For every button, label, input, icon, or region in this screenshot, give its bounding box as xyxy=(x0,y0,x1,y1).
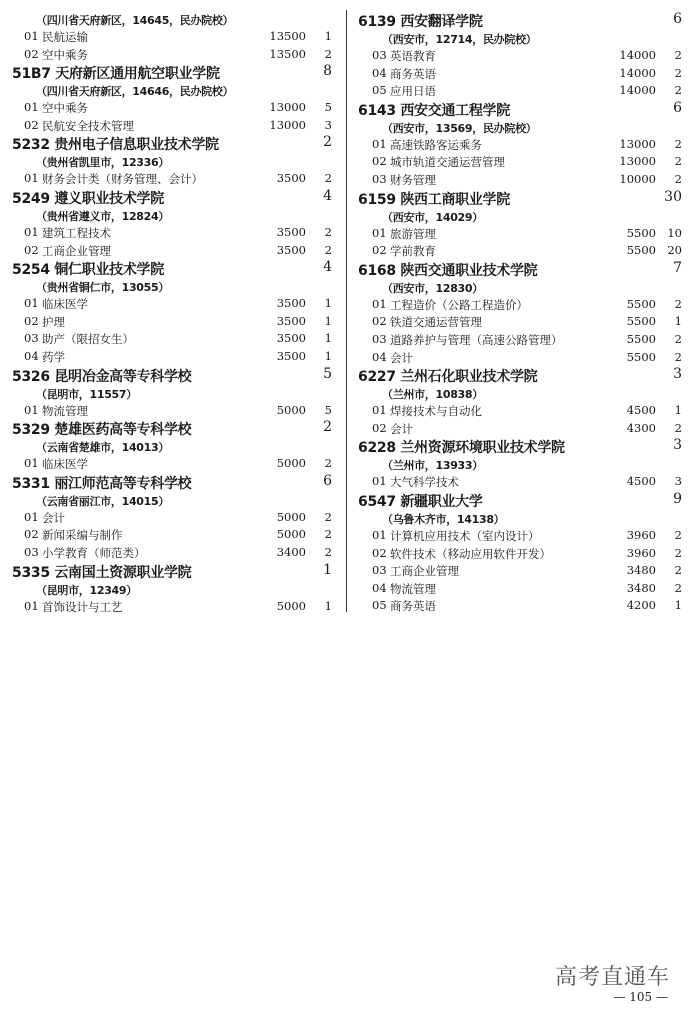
major-code: 05 xyxy=(372,598,387,613)
major-count: 2 xyxy=(324,509,332,524)
major-count: 2 xyxy=(324,456,332,471)
major-code: 02 xyxy=(372,314,387,329)
major-name: 临床医学 xyxy=(42,457,88,472)
institution-total: 7 xyxy=(673,259,682,276)
institution-header xyxy=(10,259,336,278)
major-code: 01 xyxy=(372,474,387,489)
major-fee: 5000 xyxy=(276,456,306,471)
major-count: 5 xyxy=(324,100,332,115)
major-fee: 3480 xyxy=(626,580,656,595)
major-fee: 5000 xyxy=(276,509,306,524)
major-code: 03 xyxy=(24,331,39,346)
location-text: （西安市，12714，民办院校） xyxy=(382,33,537,46)
major-name: 空中乘务 xyxy=(42,47,88,62)
major-name: 临床医学 xyxy=(42,297,88,312)
major-name: 会计 xyxy=(42,510,65,525)
major-name: 铁道交通运营管理 xyxy=(390,315,482,330)
major-code: 02 xyxy=(372,154,387,169)
institution-total: 6 xyxy=(673,11,682,27)
major-count: 2 xyxy=(324,171,332,186)
major-count: 2 xyxy=(324,527,332,542)
major-code: 01 xyxy=(24,509,39,524)
major-fee: 3500 xyxy=(276,296,306,311)
major-fee: 3500 xyxy=(276,331,306,346)
major-row xyxy=(356,420,686,438)
major-count: 2 xyxy=(674,545,682,560)
major-row xyxy=(356,562,686,580)
institution-location xyxy=(10,438,336,455)
major-row xyxy=(10,455,336,473)
major-row xyxy=(356,527,686,545)
major-fee: 10000 xyxy=(619,171,656,186)
major-fee: 5500 xyxy=(626,314,656,329)
major-fee: 4500 xyxy=(626,474,656,489)
major-fee: 5500 xyxy=(626,243,656,258)
major-count: 2 xyxy=(674,331,682,346)
institution-name: 6228 兰州资源环境职业技术学院 xyxy=(358,440,565,457)
major-code: 02 xyxy=(24,242,39,257)
major-fee: 4200 xyxy=(626,598,656,613)
major-name: 民航运输 xyxy=(42,30,88,44)
major-row xyxy=(356,402,686,420)
major-count: 1 xyxy=(674,403,682,418)
major-code: 01 xyxy=(24,456,39,471)
major-row xyxy=(10,242,336,260)
institution-total: 3 xyxy=(673,366,682,383)
major-fee: 13000 xyxy=(269,117,306,132)
major-fee: 5500 xyxy=(626,225,656,240)
location-text: （贵州省铜仁市，13055） xyxy=(36,281,170,295)
major-count: 2 xyxy=(674,296,682,311)
major-name: 小学教育（师范类） xyxy=(42,545,146,560)
major-row xyxy=(10,46,336,64)
major-count: 2 xyxy=(674,154,682,169)
major-name: 道路养护与管理（高速公路管理） xyxy=(390,332,563,347)
major-row xyxy=(10,170,336,188)
major-code: 01 xyxy=(372,225,387,240)
major-name: 物流管理 xyxy=(390,581,436,596)
major-fee: 14000 xyxy=(619,83,656,98)
institution-location xyxy=(356,208,686,225)
major-code: 01 xyxy=(24,598,39,613)
institution-total: 6 xyxy=(323,472,332,489)
institution-name: 5329 楚雄医药高等专科学校 xyxy=(12,422,192,439)
major-row xyxy=(10,544,336,562)
major-row xyxy=(10,224,336,242)
institution-name: 6168 陕西交通职业技术学院 xyxy=(358,262,538,279)
major-count: 3 xyxy=(674,474,682,489)
major-code: 01 xyxy=(372,527,387,542)
major-name: 软件技术（移动应用软件开发） xyxy=(390,546,551,561)
major-count: 1 xyxy=(324,296,332,311)
major-code: 02 xyxy=(24,527,39,542)
institution-header xyxy=(356,100,686,119)
institution-total: 6 xyxy=(673,99,682,116)
major-name: 商务英语 xyxy=(390,66,436,81)
major-fee: 5500 xyxy=(626,349,656,364)
page-number: — 105 — xyxy=(613,990,668,1004)
institution-location xyxy=(356,119,686,136)
major-name: 空中乘务 xyxy=(42,101,88,116)
major-fee: 13500 xyxy=(269,29,306,43)
major-code: 01 xyxy=(24,402,39,417)
institution-total: 2 xyxy=(323,134,332,151)
watermark: 高考直通车 xyxy=(554,965,670,990)
major-row xyxy=(356,597,686,615)
major-count: 2 xyxy=(324,224,332,239)
institution-header xyxy=(356,11,686,30)
major-name: 工商企业管理 xyxy=(390,564,459,579)
institution-header xyxy=(356,491,686,510)
major-fee: 3500 xyxy=(276,348,306,363)
major-fee: 5000 xyxy=(276,598,306,613)
major-row xyxy=(10,526,336,544)
major-row xyxy=(356,171,686,189)
major-code: 01 xyxy=(24,224,39,239)
major-row xyxy=(10,348,336,366)
major-count: 1 xyxy=(674,314,682,329)
major-count: 20 xyxy=(667,243,682,258)
institution-name: 5249 遵义职业技术学院 xyxy=(12,190,164,207)
major-name: 旅游管理 xyxy=(390,226,436,241)
major-code: 03 xyxy=(372,171,387,186)
major-fee: 3500 xyxy=(276,242,306,257)
major-count: 2 xyxy=(674,580,682,595)
institution-location xyxy=(10,385,336,402)
institution-header xyxy=(10,473,336,492)
institution-header xyxy=(10,188,336,207)
major-fee: 13000 xyxy=(269,100,306,115)
major-fee: 5000 xyxy=(276,527,306,542)
major-fee: 3480 xyxy=(626,563,656,578)
major-name: 会计 xyxy=(390,350,413,365)
institution-location xyxy=(10,492,336,509)
institution-total: 30 xyxy=(664,188,682,205)
institution-location xyxy=(356,279,686,296)
major-code: 02 xyxy=(24,117,39,132)
institution-total: 4 xyxy=(323,187,332,204)
institution-header xyxy=(356,189,686,208)
major-code: 01 xyxy=(24,296,39,311)
major-fee: 3400 xyxy=(276,544,306,559)
major-row xyxy=(356,225,686,243)
major-name: 药学 xyxy=(42,349,65,364)
major-row xyxy=(10,99,336,117)
institution-name: 6139 西安翻译学院 xyxy=(358,14,483,30)
major-code: 04 xyxy=(372,580,387,595)
major-name: 计算机应用技术（室内设计） xyxy=(390,528,540,543)
institution-name: 5331 丽江师范高等专科学校 xyxy=(12,475,192,492)
institution-name: 5326 昆明冶金高等专科学校 xyxy=(12,368,192,385)
institution-name: 51B7 天府新区通用航空职业学院 xyxy=(12,66,220,83)
major-name: 工程造价（公路工程造价） xyxy=(390,297,528,312)
major-code: 03 xyxy=(24,544,39,559)
major-count: 2 xyxy=(674,420,682,435)
major-row xyxy=(356,331,686,349)
major-row xyxy=(10,117,336,135)
major-code: 04 xyxy=(372,65,387,80)
location-text: （乌鲁木齐市，14138） xyxy=(382,512,505,526)
major-count: 1 xyxy=(324,348,332,363)
institution-name: 5232 贵州电子信息职业技术学院 xyxy=(12,137,219,154)
major-code: 02 xyxy=(24,313,39,328)
major-row xyxy=(356,242,686,260)
major-name: 会计 xyxy=(390,421,413,436)
institution-total: 9 xyxy=(673,490,682,507)
major-code: 02 xyxy=(372,545,387,560)
major-count: 2 xyxy=(674,527,682,542)
major-name: 护理 xyxy=(42,314,65,329)
major-count: 10 xyxy=(667,225,682,240)
institution-name: 6143 西安交通工程学院 xyxy=(358,102,510,119)
major-count: 2 xyxy=(674,563,682,578)
major-row xyxy=(10,313,336,331)
location-text: （四川省天府新区，14645，民办院校） xyxy=(36,14,234,27)
location-text: （昆明市，11557） xyxy=(36,387,137,401)
major-code: 01 xyxy=(372,136,387,151)
major-code: 02 xyxy=(372,420,387,435)
location-text: （兰州市，13933） xyxy=(382,459,483,473)
institution-header xyxy=(356,260,686,279)
major-row xyxy=(356,47,686,65)
major-count: 2 xyxy=(324,46,332,61)
major-fee: 13000 xyxy=(619,154,656,169)
major-code: 01 xyxy=(372,296,387,311)
major-code: 02 xyxy=(24,46,39,61)
major-code: 04 xyxy=(372,349,387,364)
major-code: 01 xyxy=(24,171,39,186)
institution-location xyxy=(10,82,336,99)
location-text: （西安市，14029） xyxy=(382,210,483,224)
major-count: 2 xyxy=(674,349,682,364)
major-row xyxy=(356,473,686,491)
institution-total: 3 xyxy=(673,437,682,454)
major-row xyxy=(356,65,686,83)
major-code: 01 xyxy=(24,29,39,43)
major-fee: 4500 xyxy=(626,403,656,418)
institution-location xyxy=(10,153,336,170)
major-row xyxy=(356,545,686,563)
major-code: 03 xyxy=(372,563,387,578)
location-text: （云南省丽江市，14015） xyxy=(36,494,170,508)
column-divider xyxy=(346,10,347,612)
location-text: （四川省天府新区，14646，民办院校） xyxy=(36,85,234,99)
institution-location xyxy=(10,207,336,224)
major-count: 2 xyxy=(674,65,682,80)
major-name: 助产（限招女生） xyxy=(42,332,134,347)
major-fee: 3500 xyxy=(276,224,306,239)
major-code: 05 xyxy=(372,83,387,98)
major-name: 物流管理 xyxy=(42,403,88,418)
major-row xyxy=(10,598,336,616)
institution-header xyxy=(10,562,336,581)
major-name: 建筑工程技术 xyxy=(42,225,111,240)
institution-location xyxy=(356,456,686,473)
major-row xyxy=(10,402,336,420)
major-code: 04 xyxy=(24,348,39,363)
major-fee: 3500 xyxy=(276,171,306,186)
major-code: 01 xyxy=(24,100,39,115)
institution-location xyxy=(356,30,686,47)
major-row xyxy=(10,295,336,313)
major-name: 高速铁路客运乘务 xyxy=(390,137,482,152)
major-count: 1 xyxy=(324,313,332,328)
major-name: 英语教育 xyxy=(390,49,436,63)
major-name: 首饰设计与工艺 xyxy=(42,599,123,614)
major-name: 学前教育 xyxy=(390,244,436,259)
major-name: 财务会计类（财务管理、会计） xyxy=(42,172,203,187)
major-row xyxy=(10,330,336,348)
major-count: 2 xyxy=(674,136,682,151)
institution-location xyxy=(356,385,686,402)
major-fee: 13000 xyxy=(619,136,656,151)
location-text: （昆明市，12349） xyxy=(36,583,137,597)
institution-total: 8 xyxy=(323,63,332,80)
major-count: 5 xyxy=(324,402,332,417)
institution-name: 5254 铜仁职业技术学院 xyxy=(12,262,164,279)
major-row xyxy=(356,313,686,331)
institution-name: 5335 云南国土资源职业学院 xyxy=(12,564,192,581)
major-name: 工商企业管理 xyxy=(42,243,111,258)
institution-total: 4 xyxy=(323,259,332,276)
institution-header xyxy=(10,63,336,82)
institution-location xyxy=(356,510,686,527)
major-row xyxy=(356,136,686,154)
major-name: 应用日语 xyxy=(390,84,436,99)
major-fee: 5000 xyxy=(276,402,306,417)
institution-location xyxy=(10,11,336,28)
location-text: （贵州省凯里市，12336） xyxy=(36,156,170,170)
major-fee: 3960 xyxy=(626,545,656,560)
major-count: 1 xyxy=(324,29,332,43)
institution-location xyxy=(10,278,336,295)
major-name: 商务英语 xyxy=(390,599,436,614)
major-count: 2 xyxy=(324,544,332,559)
major-count: 1 xyxy=(674,598,682,613)
major-name: 民航安全技术管理 xyxy=(42,118,134,133)
institution-total: 5 xyxy=(323,365,332,382)
left-column xyxy=(10,11,336,615)
right-column xyxy=(356,11,686,615)
major-row xyxy=(10,509,336,527)
location-text: （西安市，13569，民办院校） xyxy=(382,121,537,135)
major-fee: 4300 xyxy=(626,420,656,435)
major-count: 2 xyxy=(674,48,682,62)
location-text: （西安市，12830） xyxy=(382,281,483,295)
institution-header xyxy=(10,134,336,153)
institution-name: 6227 兰州石化职业技术学院 xyxy=(358,369,538,386)
major-fee: 3960 xyxy=(626,527,656,542)
major-fee: 14000 xyxy=(619,48,656,62)
institution-name: 6159 陕西工商职业学院 xyxy=(358,191,510,208)
major-fee: 5500 xyxy=(626,331,656,346)
major-row xyxy=(356,82,686,100)
institution-header xyxy=(10,419,336,438)
major-row xyxy=(10,28,336,46)
major-name: 焊接技术与自动化 xyxy=(390,404,482,419)
major-code: 01 xyxy=(372,403,387,418)
location-text: （兰州市，10838） xyxy=(382,388,483,402)
major-fee: 5500 xyxy=(626,296,656,311)
major-count: 1 xyxy=(324,598,332,613)
major-fee: 3500 xyxy=(276,313,306,328)
major-name: 大气科学技术 xyxy=(390,475,459,490)
location-text: （云南省楚雄市，14013） xyxy=(36,441,170,455)
major-row xyxy=(356,153,686,171)
major-name: 城市轨道交通运营管理 xyxy=(390,155,505,170)
institution-location xyxy=(10,581,336,598)
major-fee: 14000 xyxy=(619,65,656,80)
institution-total: 2 xyxy=(323,419,332,436)
major-fee: 13500 xyxy=(269,46,306,61)
major-code: 03 xyxy=(372,48,387,62)
institution-header xyxy=(356,437,686,456)
major-count: 2 xyxy=(674,171,682,186)
major-name: 新闻采编与制作 xyxy=(42,528,123,543)
major-count: 2 xyxy=(324,242,332,257)
location-text: （贵州省遵义市，12824） xyxy=(36,209,170,223)
major-row xyxy=(356,349,686,367)
major-count: 2 xyxy=(674,83,682,98)
major-row xyxy=(356,580,686,598)
major-count: 3 xyxy=(324,117,332,132)
institution-header xyxy=(10,366,336,385)
major-count: 1 xyxy=(324,331,332,346)
major-name: 财务管理 xyxy=(390,172,436,187)
major-row xyxy=(356,296,686,314)
institution-header xyxy=(356,366,686,385)
institution-total: 1 xyxy=(323,561,332,578)
major-code: 03 xyxy=(372,331,387,346)
major-code: 02 xyxy=(372,243,387,258)
institution-name: 6547 新疆职业大学 xyxy=(358,493,483,510)
